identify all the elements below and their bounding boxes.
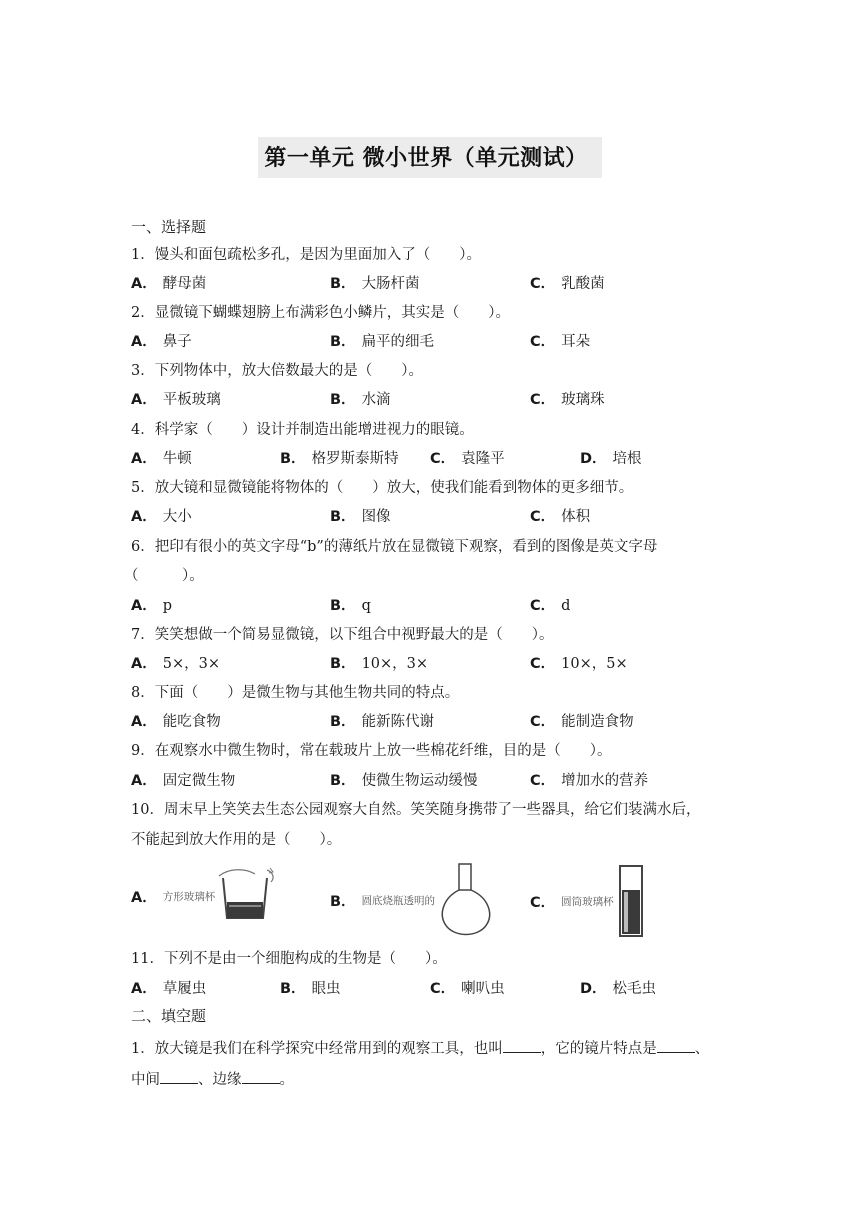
cylinder-glass-cup-image [614, 862, 648, 940]
q4-option-c: C． 袁隆平 [430, 451, 505, 467]
question-5: 5．放大镜和显微镜能将物体的（ ）放大，使我们能看到物体的更多细节。 [131, 480, 634, 496]
blank-3[interactable] [160, 1069, 198, 1084]
q10-b-caption: 圆底烧瓶透明的 [361, 894, 436, 907]
q1-option-b: B． 大肠杆菌 [330, 276, 420, 292]
q11-option-c: C． 喇叭虫 [430, 981, 505, 997]
fill-question-1-cont: 中间 、边缘 。 [131, 1068, 294, 1089]
title-wrap [0, 137, 860, 178]
blank-4[interactable] [242, 1069, 280, 1084]
q7-option-b: B． 10×，3× [330, 656, 429, 672]
question-3: 3．下列物体中，放大倍数最大的是（ ）。 [131, 363, 423, 379]
blank-1[interactable] [503, 1038, 541, 1053]
q7-option-c: C． 10×，5× [530, 656, 628, 672]
q7-option-a: A． 5×，3× [131, 656, 220, 672]
q4-option-b: B． 格罗斯泰斯特 [280, 451, 399, 467]
q5-option-a: A． 大小 [131, 509, 192, 525]
q4-option-a: A． 牛顿 [131, 451, 192, 467]
q4-option-d: D． 培根 [580, 451, 642, 467]
section-choice: 一、选择题 [131, 218, 207, 236]
q10-option-b: B． 圆底烧瓶透明的 [330, 860, 499, 940]
q6-option-c: C． d [530, 598, 571, 614]
q11-option-b: B． 眼虫 [280, 981, 341, 997]
question-7: 7．笑笑想做一个简易显微镜，以下组合中视野最大的是（ ）。 [131, 627, 554, 643]
blank-2[interactable] [657, 1038, 695, 1053]
question-2: 2．显微镜下蝴蝶翅膀上布满彩色小鳞片，其实是（ ）。 [131, 305, 510, 321]
question-4: 4．科学家（ ）设计并制造出能增进视力的眼镜。 [131, 422, 474, 438]
q11-option-d: D． 松毛虫 [580, 981, 657, 997]
question-9: 9．在观察水中微生物时，常在载玻片上放一些棉花纤维，目的是（ ）。 [131, 743, 612, 759]
question-10-cont: 不能起到放大作用的是（ ）。 [131, 832, 342, 848]
q1-option-c: C． 乳酸菌 [530, 276, 605, 292]
square-glass-cup-image [215, 866, 279, 926]
q2-option-c: C． 耳朵 [530, 334, 591, 350]
q5-option-c: C． 体积 [530, 509, 591, 525]
question-8: 8．下面（ ）是微生物与其他生物共同的特点。 [131, 685, 460, 701]
q8-option-b: B． 能新陈代谢 [330, 714, 435, 730]
q10-a-caption: 方形玻璃杯 [162, 890, 216, 903]
q3-option-c: C． 玻璃珠 [530, 392, 605, 408]
q10-option-c: C． 圆筒玻璃杯 [530, 862, 648, 940]
q3-option-a: A． 平板玻璃 [131, 392, 221, 408]
question-11: 11．下列不是由一个细胞构成的生物是（ ）。 [131, 951, 447, 967]
q9-option-b: B． 使微生物运动缓慢 [330, 773, 478, 789]
q10-c-caption: 圆筒玻璃杯 [561, 895, 614, 908]
question-10: 10．周末早上笑笑去生态公园观察大自然。笑笑随身携带了一些器具，给它们装满水后， [131, 802, 701, 818]
q8-option-a: A． 能吃食物 [131, 714, 221, 730]
q3-option-b: B． 水滴 [330, 392, 391, 408]
q5-option-b: B． 图像 [330, 509, 391, 525]
q9-option-c: C． 增加水的营养 [530, 773, 649, 789]
q2-option-b: B． 扁平的细毛 [330, 334, 435, 350]
fill-question-1: 1．放大镜是我们在科学探究中经常用到的观察工具，也叫 ，它的镜片特点是 、 [131, 1037, 709, 1058]
q1-option-a: A． 酵母菌 [131, 276, 207, 292]
q9-option-a: A． 固定微生物 [131, 773, 236, 789]
page-title: 第一单元 微小世界（单元测试） [258, 137, 601, 178]
q8-option-c: C． 能制造食物 [530, 714, 634, 730]
question-6: 6．把印有很小的英文字母“b”的薄纸片放在显微镜下观察，看到的图像是英文字母 [131, 539, 658, 555]
round-flask-image [435, 860, 499, 940]
q2-option-a: A． 鼻子 [131, 334, 192, 350]
q6-option-a: A． p [131, 598, 173, 614]
q6-option-b: B． q [330, 598, 371, 614]
section-fill: 二、填空题 [131, 1007, 207, 1025]
question-6-cont: （ ）。 [124, 568, 204, 584]
question-1: 1．馒头和面包疏松多孔，是因为里面加入了（ ）。 [131, 247, 481, 263]
q11-option-a: A． 草履虫 [131, 981, 207, 997]
q10-option-a: A． 方形玻璃杯 [131, 866, 279, 926]
